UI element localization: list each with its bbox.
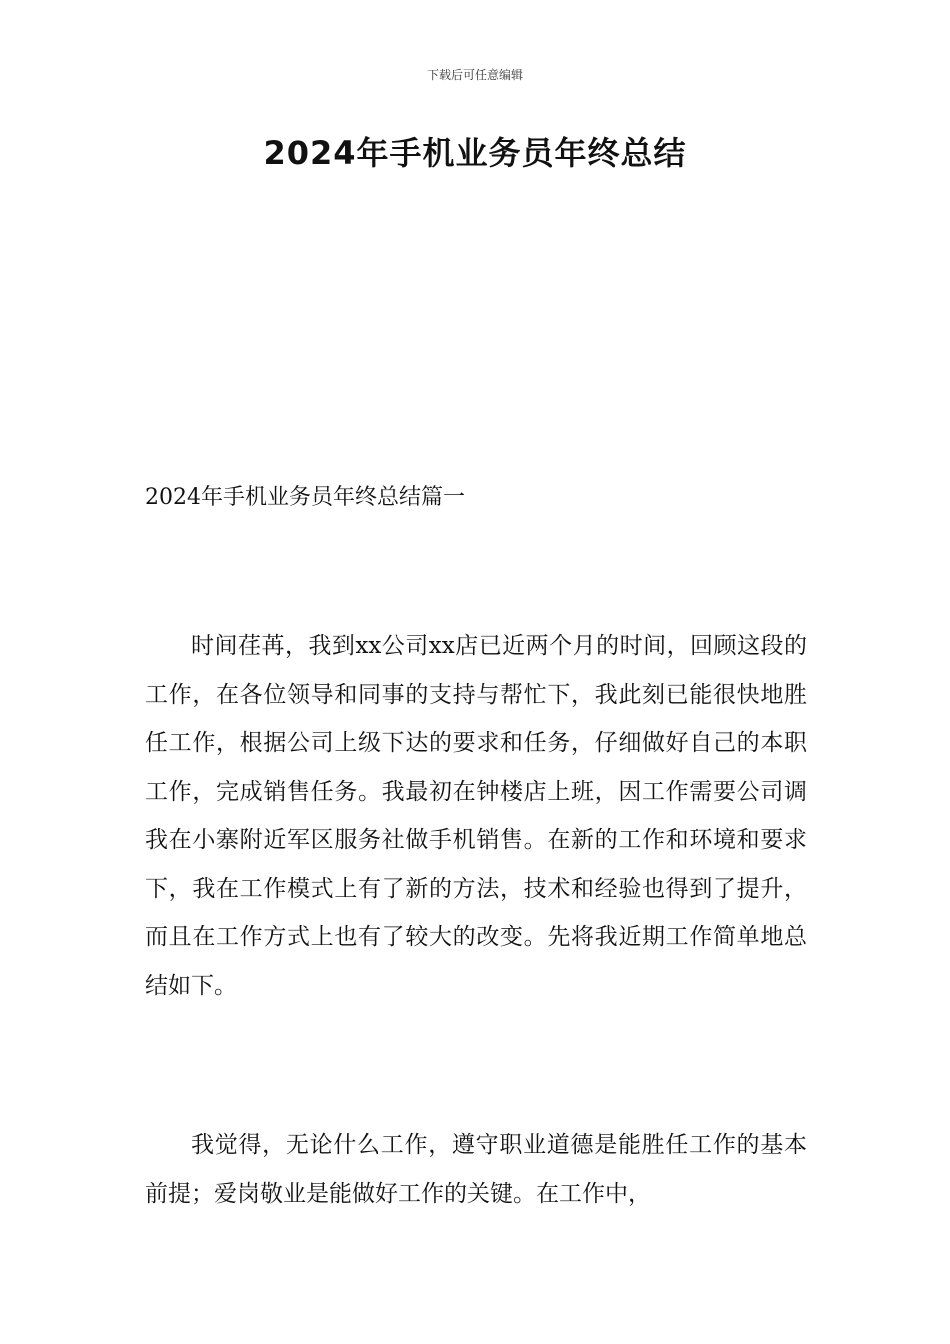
paragraph-1: 时间荏苒，我到xx公司xx店已近两个月的时间，回顾这段的工作，在各位领导和同事的支持与帮忙下，我此刻已能很快地胜任工作，根据公司上级下达的要求和任务，仔细做好自己的本职工作，完成销售任务。我最初在钟楼店上班，因工作需要公司调我在小寨附近军区服务社做手机销售。在新的工作和环境和要求下，我在工作模式上有了新的方法，技术和经验也得到了提升，而且在工作方式上也有了较大的改变。先将我近期工作简单地总结如下。 bbox=[145, 633, 807, 999]
paragraph-2: 我觉得，无论什么工作，遵守职业道德是能胜任工作的基本前提；爱岗敬业是能做好工作的关键。在工作中， bbox=[145, 1132, 807, 1207]
document-title: 2024年手机业务员年终总结 bbox=[263, 134, 687, 172]
header-note: 下载后可任意编辑 bbox=[426, 68, 523, 82]
section-heading: 2024年手机业务员年终总结篇一 bbox=[145, 485, 465, 510]
